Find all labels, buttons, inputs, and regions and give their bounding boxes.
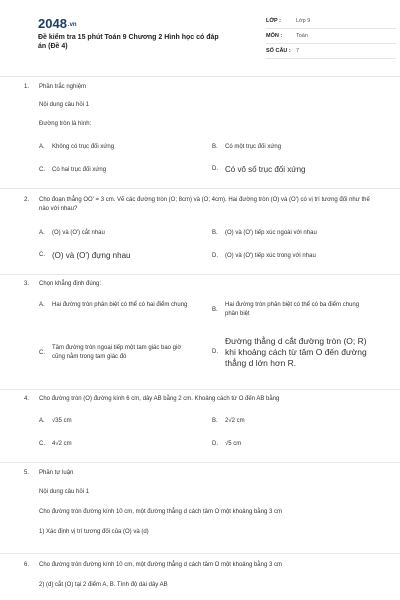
option-letter: C. [39,349,45,356]
option-c[interactable] [39,166,199,175]
site-logo[interactable] [38,16,77,31]
option-text: (O) và (O') tiếp xúc trong với nhau [225,253,316,259]
question-divider [0,188,400,189]
option-letter: C. [39,252,45,258]
option-text: (O) và (O') cắt nhau [52,230,105,236]
option-letter: D. [212,441,218,447]
question-subtext: 2) (d) cắt (O) tại 2 điểm A, B. Tính độ dài dây AB [39,582,168,588]
question-divider [0,553,400,554]
option-letter: B. [212,144,218,150]
meta-value: Lớp 9 [296,18,311,24]
question-subheading: Nội dung câu hỏi 1 [39,102,90,108]
option-letter: C. [39,441,45,447]
option-b[interactable] [212,417,372,426]
option-c[interactable] [39,440,199,449]
question-divider [0,389,400,390]
question-divider [0,462,400,463]
option-letter: D. [212,166,218,172]
question-text: Đường tròn là hình: [39,121,92,127]
option-c[interactable] [39,344,199,362]
logo-main: 2048 [38,16,67,31]
question-number: 5. [24,470,30,476]
option-text: Tâm đường tròn ngoại tiếp một tam giác bao giờ cũng nằm trong tam giác đó [52,345,182,360]
option-letter: A. [39,230,45,236]
option-text: 4√2 cm [52,441,72,447]
option-a[interactable] [39,417,199,426]
option-a[interactable] [39,143,199,152]
option-letter: B. [212,418,218,424]
meta-row-subject [266,29,396,44]
logo-suffix: .vn [67,21,77,28]
question-subheading: Nội dung câu hỏi 1 [39,489,90,495]
question-text: Cho đường tròn (O) đường kính 6 cm, dây AB bằng 2 cm. Khoảng cách từ O đến AB bằng [39,396,280,402]
option-d[interactable] [212,252,372,261]
option-d[interactable] [212,336,382,369]
option-letter: B. [212,306,218,313]
option-text: Có hai trục đối xứng [52,167,107,173]
meta-value: Toán [296,33,308,39]
option-text: Hai đường tròn phân biệt có thể có hai điểm chung [52,302,188,308]
option-text: Có vô số trục đối xứng [225,165,306,174]
option-text: √5 cm [225,441,242,447]
document-title: Đề kiểm tra 15 phút Toán 9 Chương 2 Hình học có đáp án (Đề 4) [38,34,219,50]
meta-row-count [266,44,396,59]
question-text: Cho đường tròn đường kính 10 cm, một đường thẳng d cách tâm O một khoảng bằng 3 cm [39,562,282,568]
option-c[interactable] [39,251,199,261]
question-text: Cho đường tròn đường kính 10 cm, một đường thẳng d cách tâm O một khoảng bằng 3 cm [39,509,282,515]
question-heading: Phần trắc nghiệm [39,84,87,90]
question-text: Cho đoạn thẳng OO' = 3 cm. Vẽ các đường tròn (O; 8cm) và (O; 4cm). Hai đường tròn (O) và (O') có vị trí tương đối như thế nào với nhau? [39,197,370,212]
option-text: (O) và (O') đựng nhau [52,251,131,260]
option-letter: C. [39,167,45,173]
option-letter: D. [212,253,218,259]
meta-row-class [266,14,396,29]
option-letter: A. [39,302,45,308]
option-a[interactable] [39,301,199,310]
question-number: 6. [24,562,30,568]
option-b[interactable] [212,143,372,152]
option-letter: B. [212,230,218,236]
option-b[interactable] [212,229,372,238]
option-a[interactable] [39,229,199,238]
question-text: Chọn khẳng định đúng: [39,281,102,287]
option-text: Không có trục đối xứng [52,144,115,150]
meta-key: SỐ CÂU : [266,48,291,54]
option-text: 2√2 cm [225,418,245,424]
option-d[interactable] [212,165,372,175]
option-letter: A. [39,144,45,150]
question-divider [0,274,400,275]
option-text: Đường thẳng d cắt đường tròn (O; R) khi khoảng cách từ tâm O đến đường thẳng d lớn hơn R. [225,336,367,368]
meta-info [266,14,396,59]
meta-key: LỚP : [266,18,281,24]
question-number: 3. [24,281,30,287]
option-text: Có một trục đối xứng [225,144,282,150]
question-divider [0,76,400,77]
question-number: 4. [24,396,30,402]
option-text: Hai đường tròn phân biệt có thể có ba điểm chung phân biệt [225,302,360,317]
meta-value: 7 [296,48,300,54]
option-letter: D. [212,349,218,355]
question-heading: Phần tự luận [39,470,74,476]
question-number: 2. [24,197,30,203]
option-text: (O) và (O') tiếp xúc ngoài với nhau [225,230,317,236]
option-letter: A. [39,418,45,424]
option-b[interactable] [212,301,377,319]
question-subtext: 1) Xác định vị trí tương đối của (O) và (d) [39,529,149,535]
meta-key: MÔN : [266,33,283,39]
option-text: √35 cm [52,418,72,424]
question-number: 1. [24,84,30,90]
document-header [14,0,386,62]
option-d[interactable] [212,440,372,449]
